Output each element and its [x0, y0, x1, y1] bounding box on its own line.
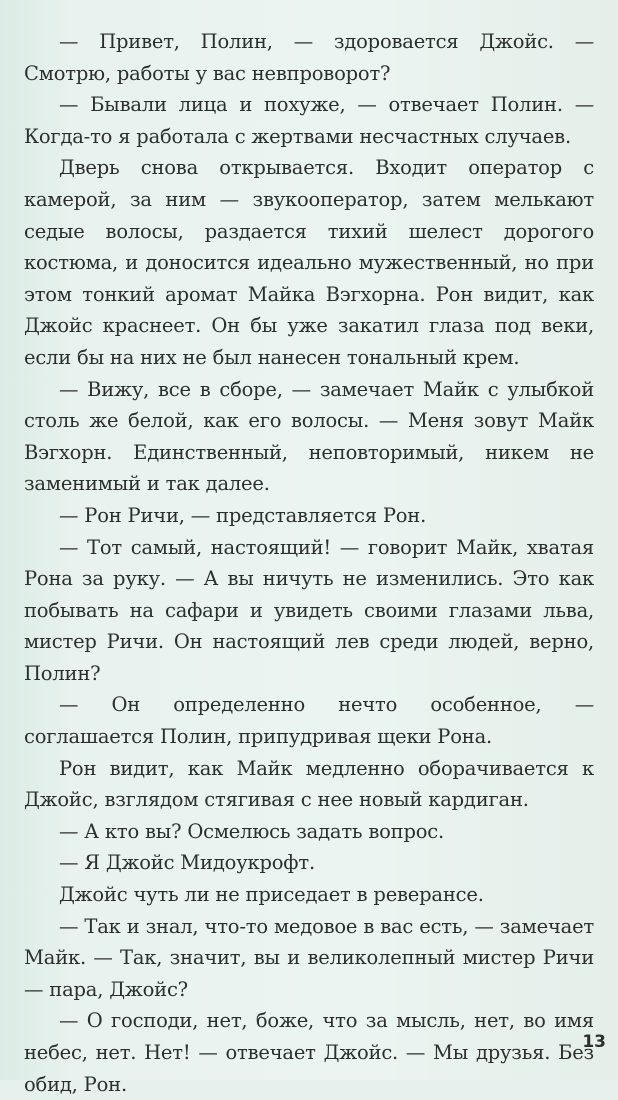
paragraph: — Рон Ричи, — представляется Рон. — [59, 503, 427, 527]
paragraph: — О господи, нет, боже, что за мысль, нет, во имя небес, нет. Нет! — отвечает Джойс. — Мы друзья. Без обид, Рон. — [24, 1009, 594, 1096]
paragraph: — Привет, Полин, — здоровается Джойс. — Смотрю, работы у вас невпроворот? — [24, 30, 594, 85]
paragraph: — Бывали лица и похуже, — отвечает Полин. — Когда-то я работала с жертвами несчастных случаев. — [24, 93, 594, 148]
paragraph: — Вижу, все в сборе, — замечает Майк с улыбкой столь же белой, как его волосы. — Меня зовут Майк Вэгхорн. Единственный, неповторимый, никем не заменимый и так далее. — [24, 377, 594, 496]
paragraph: — А кто вы? Осмелюсь задать вопрос. — [59, 819, 444, 843]
paragraph: — Я Джойс Мидоукрофт. — [59, 851, 315, 875]
paragraph: — Он определенно нечто особенное, — соглашается Полин, припудривая щеки Рона. — [24, 693, 594, 749]
paragraph: — Тот самый, настоящий! — говорит Майк, хватая Рона за руку. — А вы ничуть не изменились. Это как побывать на сафари и увидеть своими глазами льва, мистер Ричи. Он настоящий лев среди людей, верно, Полин? — [24, 535, 594, 685]
paragraph: Рон видит, как Майк медленно оборачивается к Джойс, взглядом стягивая с нее новый кардиган. — [24, 756, 594, 812]
body-text — [24, 26, 594, 1100]
paragraph: — Так и знал, что-то медовое в вас есть, — замечает Майк. — Так, значит, вы и великолепный мистер Ричи — пара, Джойс? — [24, 914, 594, 1001]
paragraph: Дверь снова открывается. Входит оператор с камерой, за ним — звукооператор, затем мелькают седые волосы, раздается тихий шелест дорогого костюма, и доносится идеально мужественный, но при этом тонкий аромат Майка Вэгхорна. Рон видит, как Джойс краснеет. Он бы уже закатил глаза под веки, если бы на них не был нанесен тональный крем. — [24, 156, 594, 369]
page-number: 13 — [582, 1032, 606, 1052]
paragraph: Джойс чуть ли не приседает в реверансе. — [59, 883, 484, 907]
